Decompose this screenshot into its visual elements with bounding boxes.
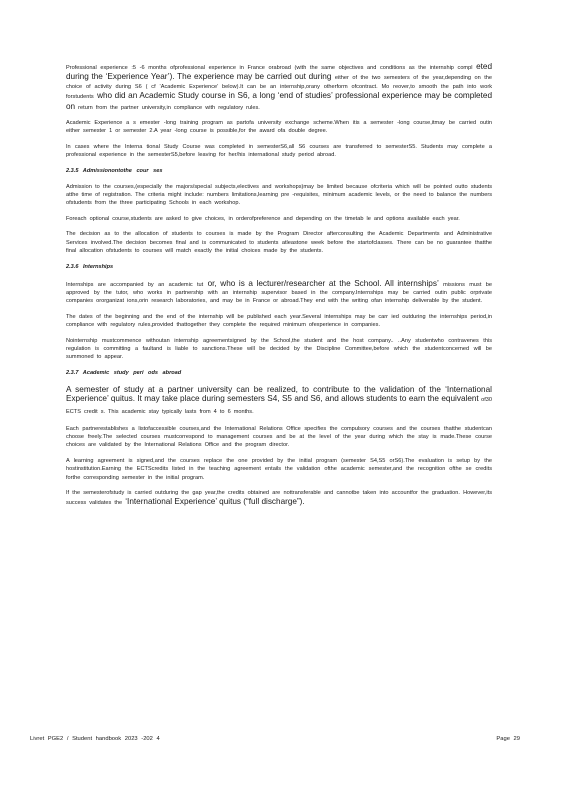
section-heading-admission: 2.3.5 Admissionontothe cour ses [66, 167, 163, 174]
text-run: If the semesterofstudy is carried outduring the gap year,the credits obtained are nottransferable and cannotbe taken into accountfor the graduation. However,its success validates the [66, 489, 492, 507]
internships-paragraph [66, 279, 492, 306]
footer-handbook-title: Livret PGE2 / Student handbook 2023 -202 4 [30, 736, 160, 742]
text-run: Professional experience :5 -6 months ofprofessional experience in France orabroad (with the same objectives and conditions as the internship compl [66, 65, 473, 71]
text-run: eted during the ‘Experience Year’). The experience may be carried out during [66, 62, 492, 82]
study-abroad-intro-paragraph [66, 385, 492, 418]
international-study-paragraph: In cases where the Interna tional Study Course was completed in semesterS6,all S6 courses are transferred to semesterS5. Students may complete a professional experience in the semesterS5,before leaving for her/his international study period abroad. [66, 143, 492, 159]
text-run: of30 ECTS credit s. This academic stay typically lasts from 4 to 6 months. [66, 397, 492, 415]
text-run: either of the two semesters of the year,depending on the choice of activity during S6 ( cf ‘Academic Experience’ below).It can be an internship,orany otherform ofcontract. Mo reover,to smooth the path into work forstudents [66, 75, 492, 101]
professional-experience-paragraph [66, 62, 492, 112]
gap-year-paragraph [66, 489, 492, 508]
text-run: who did an Academic Study course in S6, a long ‘end of studies’ professional experience may be completed on [66, 91, 492, 111]
text-run: missions must be approved by the tutor, who works in partnership with an internship supervisor based in the company.Internships may be carried outin public orprivate companies ororganizat ions,orin research laboratories, and may be in France or abroad.They end with the writing ofan internship deliverable by the student. [66, 281, 492, 305]
optional-course-paragraph: Foreach optional course,students are asked to give choices, in orderofpreference and depending on the timetab le and options available each year. [66, 215, 460, 222]
partner-courses-paragraph: Each partnerestablishes a listofaccessible courses,and the International Relations Office specifies the compulsory courses and the courses thatthe studentcan choose freely.The selected courses mustcorrespond to management courses and be at the level of the year during which the stay is made.These course choices are validated by the International Relations Office and the program director. [66, 425, 492, 449]
admission-paragraph: Admission to the courses,(especially the majors/special subjects,electives and workshops)may be limited because ofcriteria which will be pointed outto students atthe time of registration. The criteria might include: numbers limitations,learning pre -requisites, minimum academic levels, or the need to balance the numbers ofstudents from the three participating Schools in each workshop. [66, 183, 492, 207]
text-run: return from the partner university,in compliance with regulatory rules. [78, 104, 260, 111]
allocation-paragraph: The decision as to the allocation of students to courses is made by the Program Director afterconsulting the Academic Departments and Administrative Services involved.The decision becomes final and is communicated to students atleastone week before the startofclasses. There can be no guarantee thatthe final allocation ofstudents to courses will match exactly the initial choices made by the students. [66, 231, 492, 255]
text-run: Internships are accompanied by an academic tut [66, 281, 204, 288]
text-run: ‘International Experience’ quitus (“full discharge”). [125, 497, 305, 507]
internship-agreement-paragraph: Nointernship mustcommence withoutan internship agreementsigned by the School,the student and the host company.. ..Any studentwho contravenes this regulation is committing a faultand is liable to sanctions.These will be decided by the Discipline Committee,before which the studentconcerned will be summoned to appear. [66, 337, 492, 361]
learning-agreement-paragraph: A learning agreement is signed,and the courses replace the one provided by the initial program (semester S4,S5 orS6).The evaluation is setup by the hostinstitution.Earning the ECTScredits listed in the teaching agreement entails the validation ofthe academic semester,and the recognition ofthe se credits forthe corresponding semester in the initial program. [66, 457, 492, 481]
text-run: A semester of study at a partner university can be realized, to contribute to the validation of the ‘International Experience’ quitus. It may take place during semesters S4, S5 and S6, and allows students to earn the equivalent [66, 384, 492, 404]
page-footer [30, 736, 520, 742]
section-heading-internships: 2.3.6 Internships [66, 263, 114, 270]
section-heading-study-abroad: 2.3.7 Academic study peri ods abroad [66, 369, 182, 376]
document-page [66, 62, 492, 515]
page-number: Page 29 [496, 736, 520, 742]
text-run: or, who is a lecturer/researcher at the School. All internships’ [207, 278, 439, 288]
internship-dates-paragraph: The dates of the beginning and the end of the internship will be published each year.Several internships may be carr ied outduring the internships period,in compliance with regulatory rules,provided thattogether they complete the required minimum ofexperience in companies. [66, 313, 492, 329]
academic-experience-paragraph: Academic Experience a s emester -long training program as partofa university exchange scheme.When itis a semester -long course,itmay be carried outin either semester 1 or semester 2.A year -long course is possible,for the award ofa double degree. [66, 120, 492, 135]
